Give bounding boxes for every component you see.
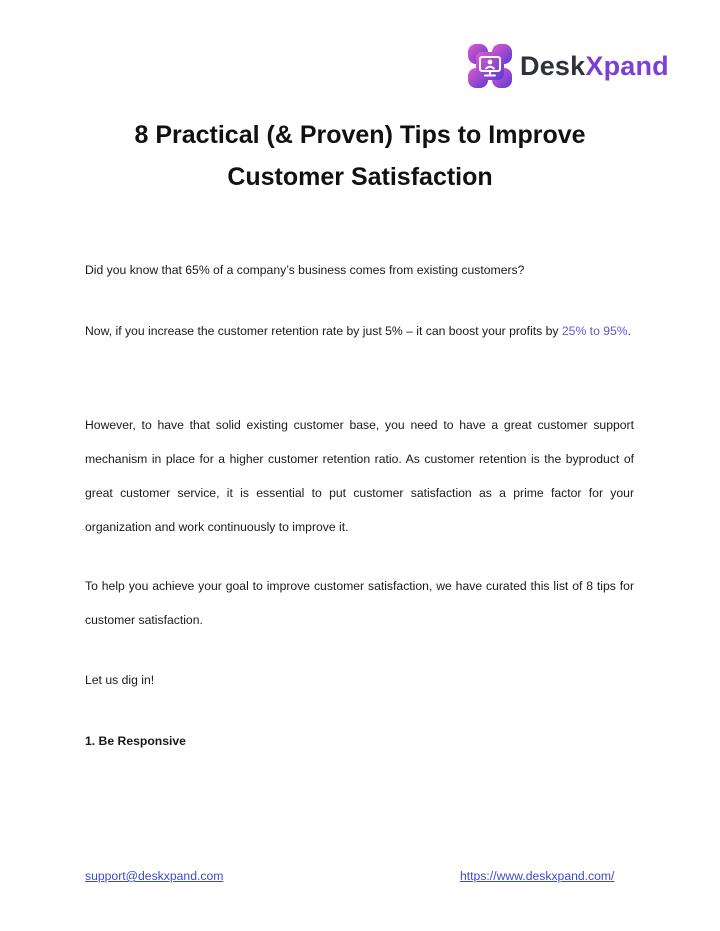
deskxpand-logo: [466, 42, 669, 90]
paragraph-2: [85, 314, 634, 348]
deskxpand-logo-icon: [466, 42, 514, 90]
section-heading: 1. Be Responsive: [85, 734, 186, 748]
brand-wordmark: [520, 51, 669, 82]
document-title: [60, 114, 660, 198]
paragraph-4: To help you achieve your goal to improve customer satisfaction, we have curated this list of 8 tips for customer satisfaction.: [85, 579, 634, 627]
footer-website-link[interactable]: https://www.deskxpand.com/: [460, 869, 615, 883]
brand-part-xpand: Xpand: [585, 50, 669, 81]
brand-part-desk: Desk: [520, 50, 586, 81]
stat-link[interactable]: 25% to 95%: [561, 324, 628, 338]
paragraph-2-text: Now, if you increase the customer retention rate by just 5% – it can boost your profits by: [85, 324, 562, 338]
footer-email-link[interactable]: support@deskxpand.com: [85, 869, 224, 883]
paragraph-1: Did you know that 65% of a company’s business comes from existing customers?: [85, 263, 525, 277]
title-line-1: 8 Practical (& Proven) Tips to Improve: [134, 121, 586, 149]
paragraph-3: However, to have that solid existing customer base, you need to have a great customer support mechanism in place for a higher customer retention ratio. As customer retention is the byproduct of great customer service, it is essential to put customer satisfaction as a prime factor for your organization and work continuously to improve it.: [85, 418, 634, 534]
paragraph-2-end: .: [627, 324, 632, 338]
title-line-2: Customer Satisfaction: [227, 163, 493, 191]
paragraph-5: Let us dig in!: [85, 673, 155, 687]
